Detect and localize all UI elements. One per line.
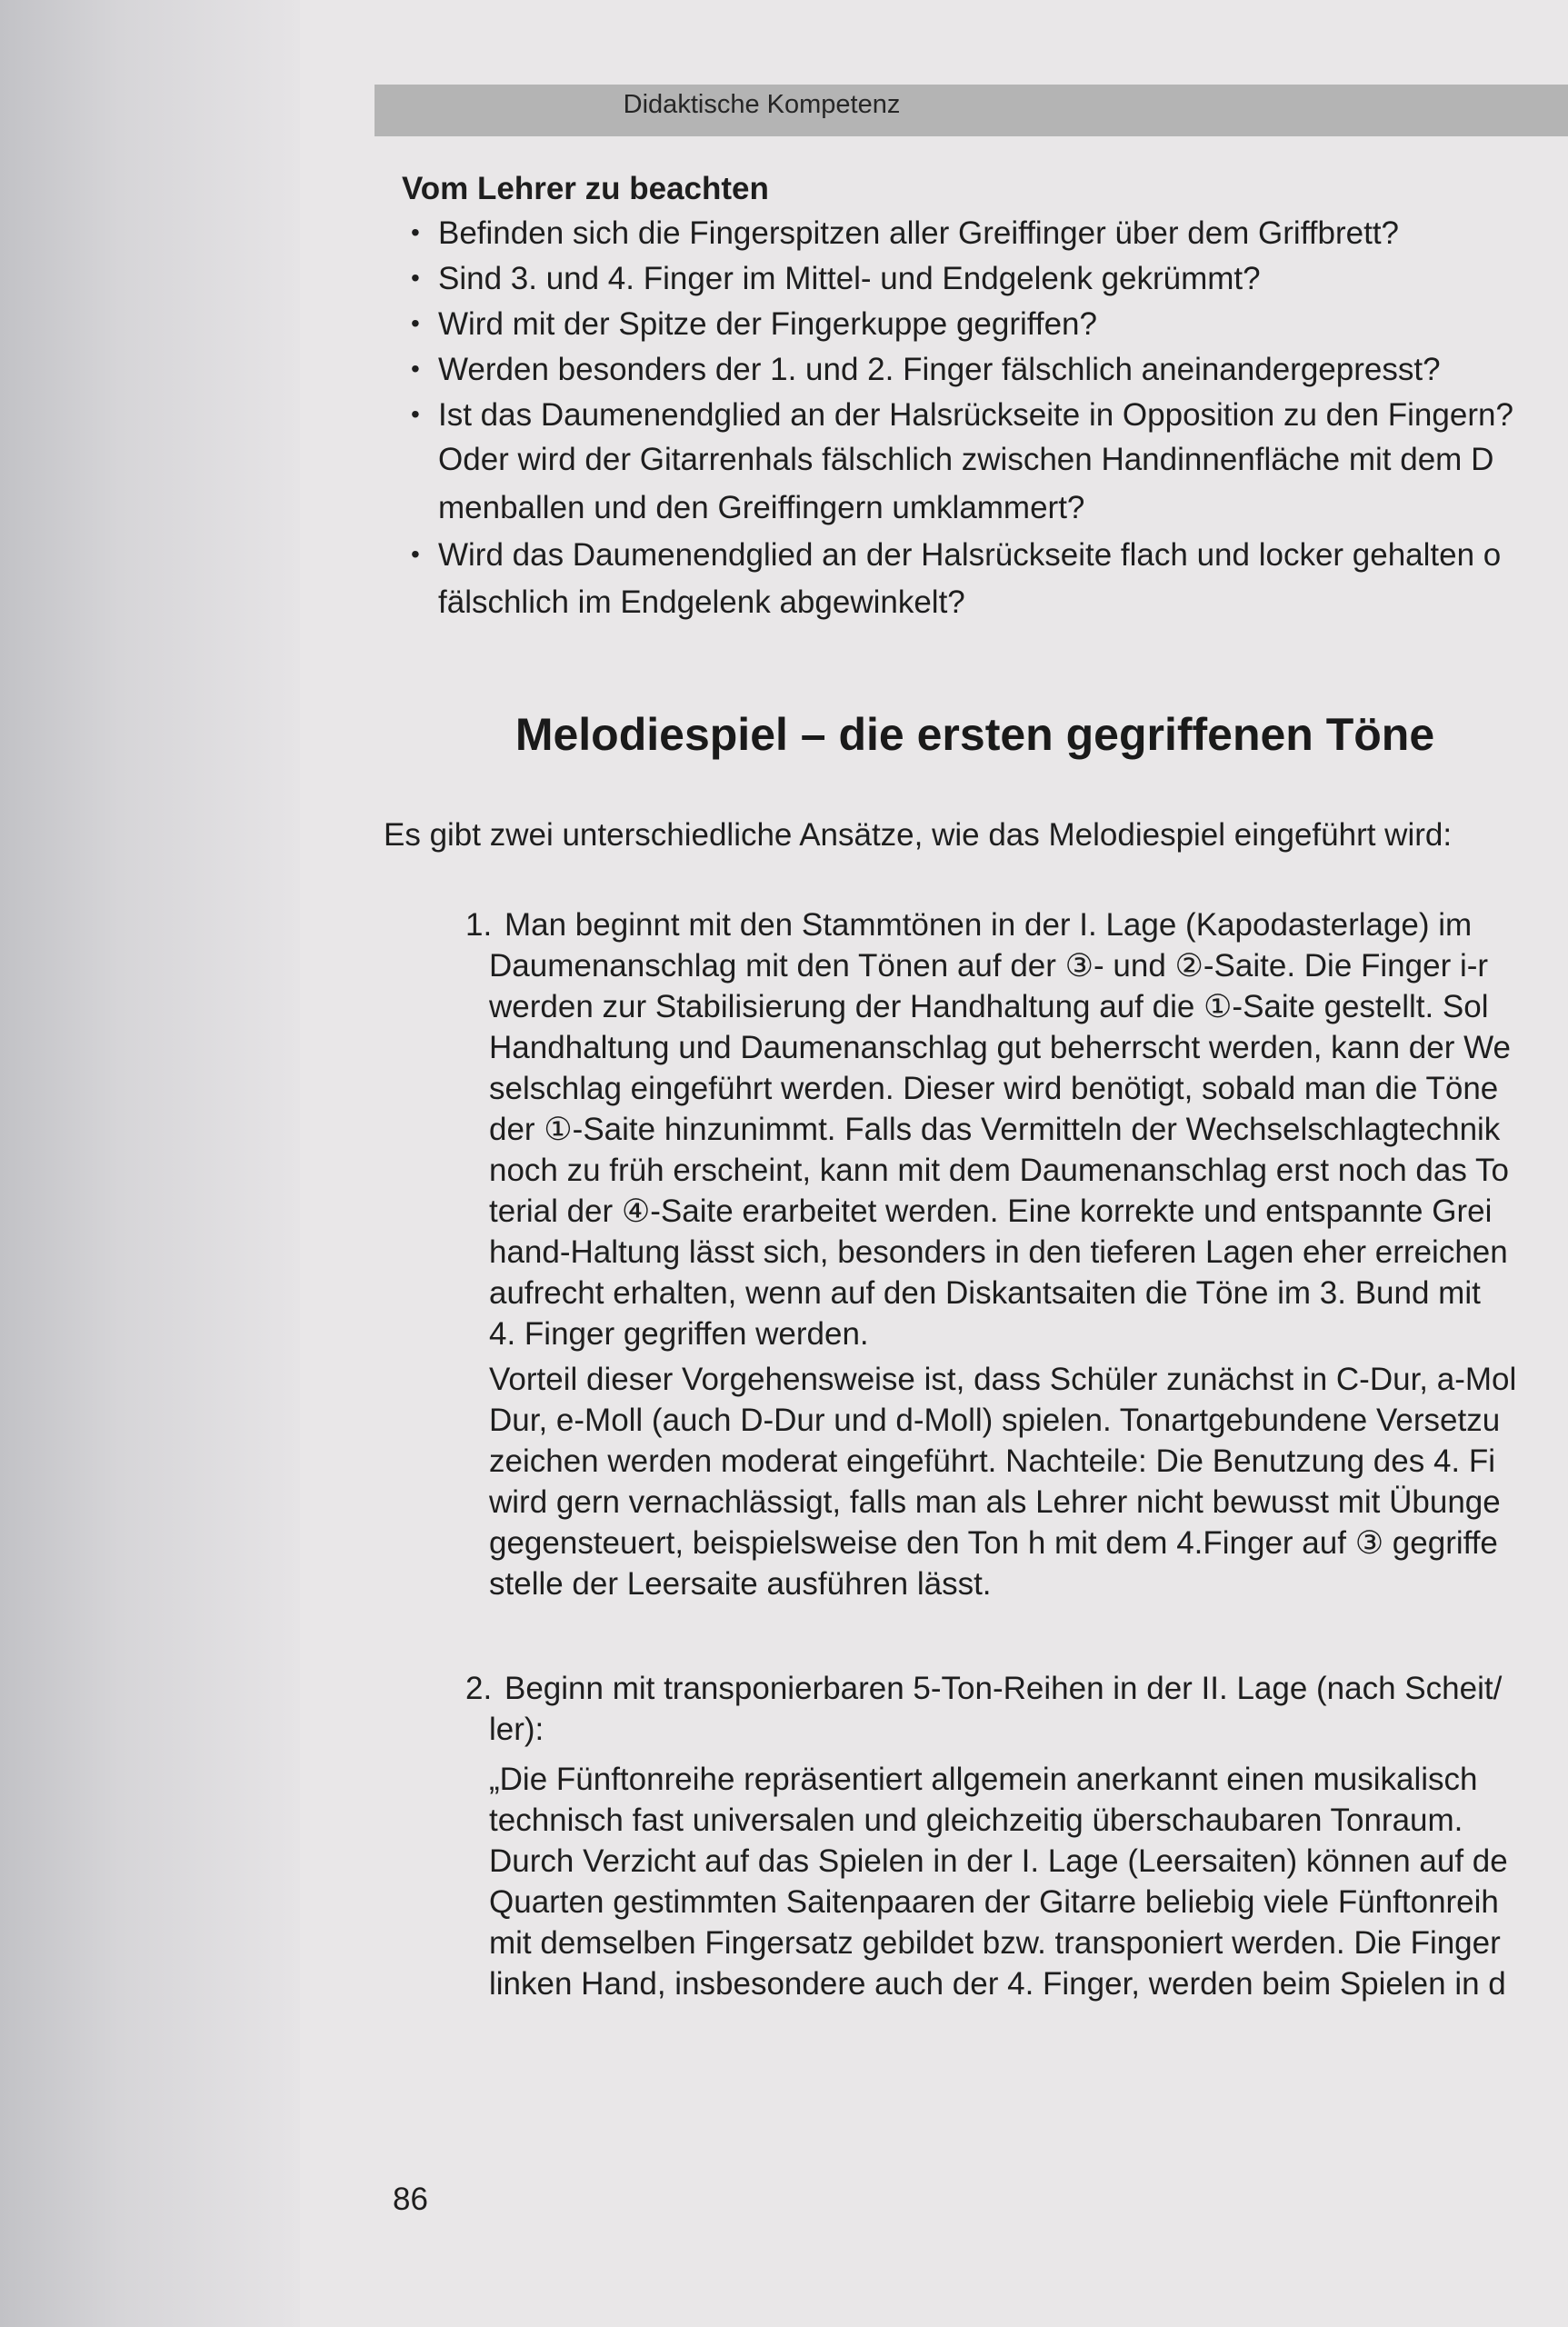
paragraph-line: Handhaltung und Daumenanschlag gut beherrscht werden, kann der We [489, 1030, 1511, 1065]
list-item: • Befinden sich die Fingerspitzen aller Greiffinger über dem Griffbrett? [411, 215, 1400, 251]
page-number: 86 [393, 2182, 428, 2217]
list-number: 1. [465, 907, 493, 943]
page-content [382, 0, 1568, 2327]
list-item-continuation: Oder wird der Gitarrenhals fälschlich zwischen Handinnenfläche mit dem D [438, 442, 1494, 477]
paragraph-line: hand-Haltung lässt sich, besonders in den tieferen Lagen eher erreichen [489, 1234, 1508, 1270]
teacher-notes-heading: Vom Lehrer zu beachten [402, 171, 769, 206]
bullet-icon: • [411, 264, 420, 292]
bullet-icon: • [411, 355, 420, 383]
quote-line: technisch fast universalen und gleichzeitig überschaubaren Tonraum. [489, 1803, 1463, 1838]
bullet-icon: • [411, 218, 420, 246]
paragraph-line: terial der ④-Saite erarbeitet werden. Eine korrekte und entspannte Grei [489, 1193, 1493, 1229]
paragraph-line: ler): [489, 1712, 544, 1747]
quote-line: Durch Verzicht auf das Spielen in der I. Lage (Leersaiten) können auf de [489, 1843, 1508, 1879]
list-item: • Wird mit der Spitze der Fingerkuppe gegriffen? [411, 306, 1097, 342]
paragraph-line: noch zu früh erscheint, kann mit dem Daumenanschlag erst noch das To [489, 1153, 1509, 1188]
paragraph-line: zeichen werden moderat eingeführt. Nachteile: Die Benutzung des 4. Fi [489, 1443, 1496, 1479]
list-number: 2. [465, 1671, 493, 1706]
list-item-continuation: fälschlich im Endgelenk abgewinkelt? [438, 584, 965, 620]
quote-line: Quarten gestimmten Saitenpaaren der Gitarre beliebig viele Fünftonreih [489, 1884, 1499, 1920]
paragraph-line: 4. Finger gegriffen werden. [489, 1316, 869, 1352]
quote-line: „Die Fünftonreihe repräsentiert allgemein anerkannt einen musikalisch [489, 1762, 1478, 1797]
list-item: • Ist das Daumenendglied an der Halsrückseite in Opposition zu den Fingern? [411, 397, 1513, 433]
paragraph-line: Beginn mit transponierbaren 5-Ton-Reihen in der II. Lage (nach Scheit/ [504, 1671, 1503, 1706]
quote-line: mit demselben Fingersatz gebildet bzw. transponiert werden. Die Finger [489, 1925, 1501, 1961]
list-item-continuation: menballen und den Greiffingern umklammert? [438, 490, 1085, 525]
list-item: • Werden besonders der 1. und 2. Finger fälschlich aneinandergepresst? [411, 352, 1441, 387]
paragraph-line: wird gern vernachlässigt, falls man als Lehrer nicht bewusst mit Übunge [489, 1484, 1501, 1520]
paragraph-line: Dur, e-Moll (auch D-Dur und d-Moll) spielen. Tonartgebundene Versetzu [489, 1403, 1501, 1438]
paragraph-line: selschlag eingeführt werden. Dieser wird benötigt, sobald man die Töne [489, 1071, 1499, 1106]
section-title: Melodiespiel – die ersten gegriffenen Töne [514, 709, 1435, 760]
bullet-icon: • [411, 309, 420, 337]
paragraph-line: Man beginnt mit den Stammtönen in der I. Lage (Kapodasterlage) im [504, 907, 1473, 943]
paragraph-line: Daumenanschlag mit den Tönen auf der ③- und ②-Saite. Die Finger i-r [489, 948, 1489, 984]
paragraph-line: werden zur Stabilisierung der Handhaltung auf die ①-Saite gestellt. Sol [489, 989, 1489, 1024]
paragraph-line: Vorteil dieser Vorgehensweise ist, dass Schüler zunächst in C-Dur, a-Mol [489, 1362, 1517, 1397]
page-gutter-shadow [0, 0, 300, 2327]
paragraph-line: gegensteuert, beispielsweise den Ton h mit dem 4.Finger auf ③ gegriffe [489, 1525, 1498, 1561]
bullet-icon: • [411, 540, 420, 568]
running-header: Didaktische Kompetenz [623, 90, 901, 119]
list-item: • Sind 3. und 4. Finger im Mittel- und Endgelenk gekrümmt? [411, 261, 1261, 296]
quote-line: linken Hand, insbesondere auch der 4. Finger, werden beim Spielen in d [489, 1966, 1506, 2002]
list-item: • Wird das Daumenendglied an der Halsrückseite flach und locker gehalten o [411, 537, 1502, 573]
paragraph-line: der ①-Saite hinzunimmt. Falls das Vermitteln der Wechselschlagtechnik [489, 1112, 1501, 1147]
intro-paragraph: Es gibt zwei unterschiedliche Ansätze, wie das Melodiespiel eingeführt wird: [384, 817, 1453, 853]
paragraph-line: stelle der Leersaite ausführen lässt. [489, 1566, 992, 1602]
paragraph-line: aufrecht erhalten, wenn auf den Diskantsaiten die Töne im 3. Bund mit [489, 1275, 1481, 1311]
bullet-icon: • [411, 400, 420, 428]
